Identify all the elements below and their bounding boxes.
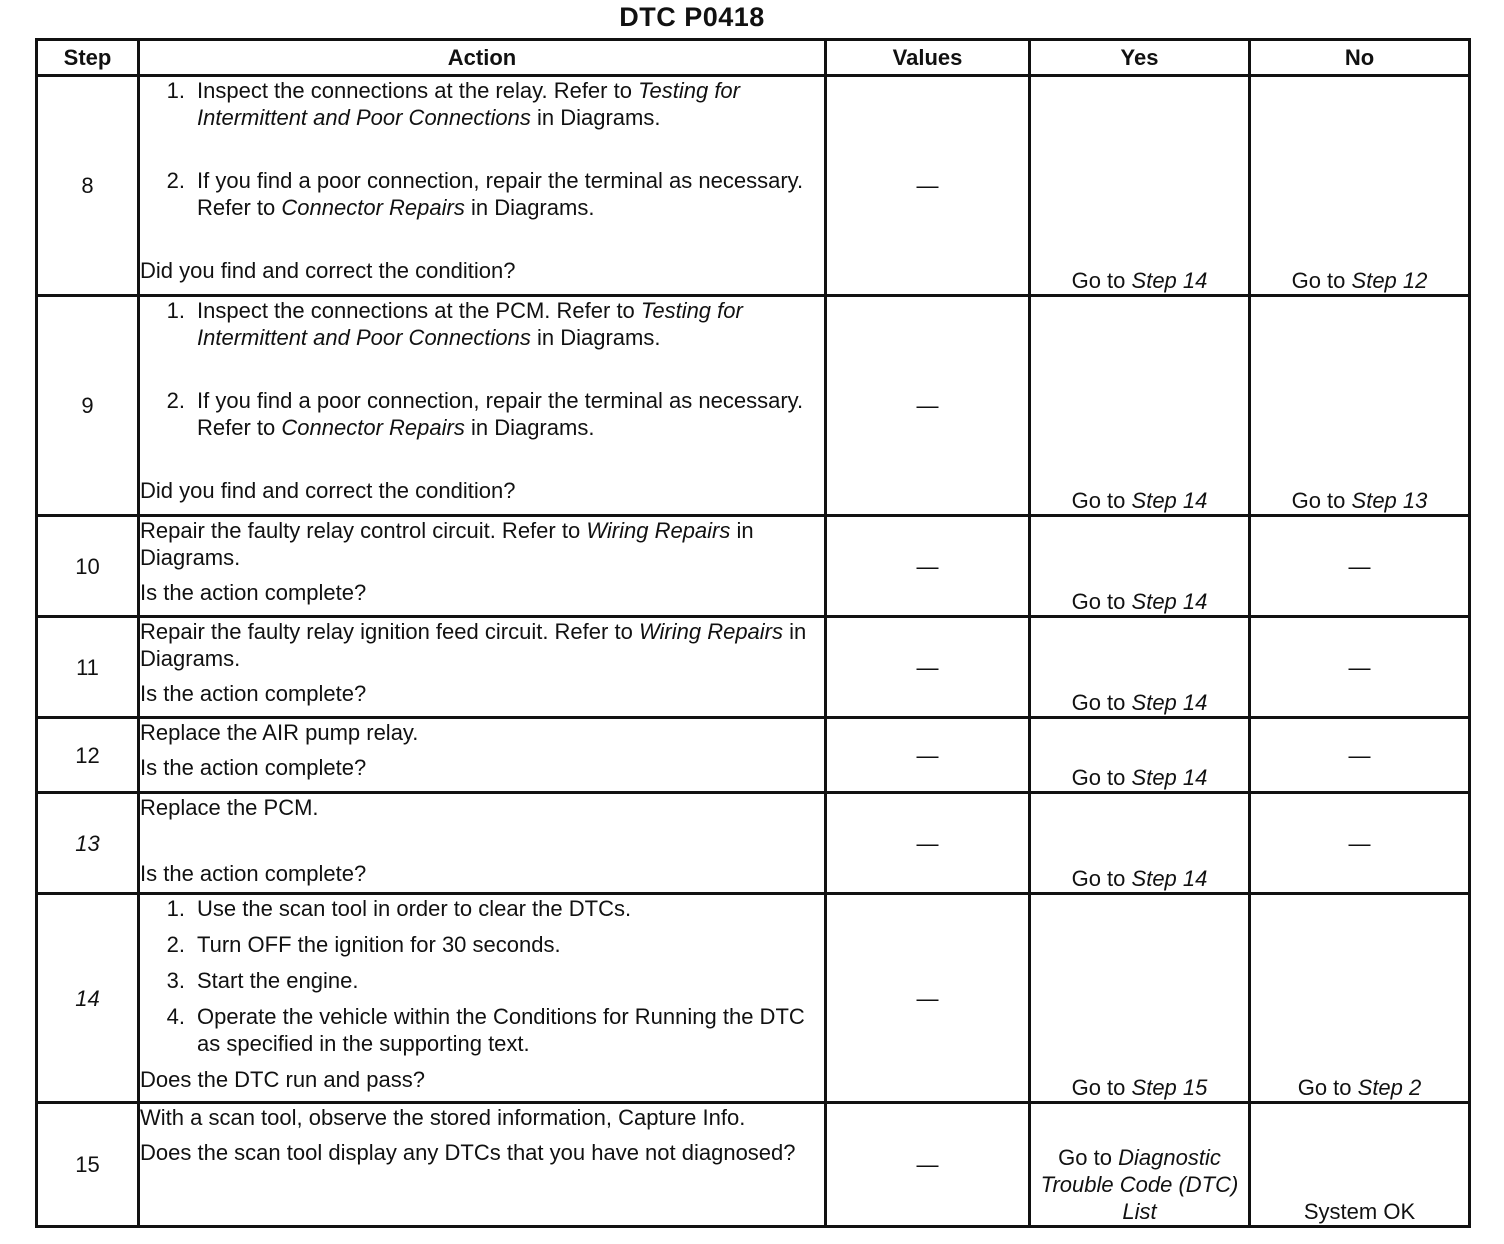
action-text: in Diagrams.	[536, 325, 661, 350]
action-cell	[139, 718, 826, 793]
no-result: Go to Step 13	[1250, 296, 1470, 516]
reference-link[interactable]: Connector Repairs	[281, 195, 465, 220]
no-result: System OK	[1250, 1103, 1470, 1227]
table-row-step-12	[37, 718, 1470, 793]
yes-result: Go to Step 14	[1030, 617, 1250, 718]
action-text: Inspect the connections at the relay. Refer to	[197, 78, 632, 103]
table-row-step-10	[37, 516, 1470, 617]
action-text: in Diagrams.	[470, 195, 595, 220]
yes-result: Go to Step 15	[1030, 894, 1250, 1103]
values-dash: —	[826, 1103, 1030, 1227]
dtc-list-reference[interactable]: Diagnostic Trouble Code (DTC) List	[1040, 1145, 1239, 1224]
action-cell	[139, 894, 826, 1103]
values-dash: —	[826, 617, 1030, 718]
step-reference[interactable]: Step 13	[1351, 488, 1428, 513]
action-cell	[139, 296, 826, 516]
step-number: 13	[37, 793, 139, 894]
no-dash: —	[1250, 617, 1470, 718]
action-cell	[139, 1103, 826, 1227]
action-text: If you find a poor connection, repair the terminal as necessary. Refer to	[197, 388, 804, 440]
action-cell	[139, 793, 826, 894]
header-row	[37, 40, 1470, 76]
reference-link[interactable]: Testing for Intermittent and Poor Connections	[197, 298, 743, 350]
header-values: Values	[826, 40, 1030, 76]
yes-result: Go to Step 14	[1030, 718, 1250, 793]
question-text: Did you find and correct the condition?	[140, 258, 516, 283]
list-item: 1. Inspect the connections at the relay. Refer to Testing for Intermittent and Poor Connections in Diagrams.	[166, 78, 740, 130]
question-text: Is the action complete?	[140, 580, 367, 605]
step-reference[interactable]: Step 14	[1131, 589, 1208, 614]
list-item: 4. Operate the vehicle within the Conditions for Running the DTC as specified in the supporting text.	[166, 1004, 805, 1056]
yes-result: Go to Diagnostic Trouble Code (DTC) List	[1030, 1103, 1250, 1227]
step-number: 8	[37, 76, 139, 296]
header-step: Step	[37, 40, 139, 76]
question-text: Is the action complete?	[140, 861, 367, 886]
action-text: Repair the faulty relay control circuit. Refer to	[140, 518, 581, 543]
action-cell	[139, 76, 826, 296]
step-reference[interactable]: Step 14	[1131, 690, 1208, 715]
action-text: in Diagrams.	[140, 518, 754, 570]
step-number: 14	[37, 894, 139, 1103]
values-dash: —	[826, 296, 1030, 516]
table-row-step-13	[37, 793, 1470, 894]
step-number: 9	[37, 296, 139, 516]
table-row-step-15	[37, 1103, 1470, 1227]
action-text: in Diagrams.	[470, 415, 595, 440]
diagnostic-table	[35, 38, 1471, 1228]
step-number: 11	[37, 617, 139, 718]
step-reference[interactable]: Step 15	[1131, 1075, 1208, 1100]
action-text: Replace the PCM.	[140, 795, 319, 820]
action-text: Inspect the connections at the PCM. Refer to	[197, 298, 635, 323]
header-yes: Yes	[1030, 40, 1250, 76]
step-reference[interactable]: Step 14	[1131, 488, 1208, 513]
list-item: 1. Inspect the connections at the PCM. Refer to Testing for Intermittent and Poor Connections in Diagrams.	[166, 298, 743, 350]
list-item: 1. Use the scan tool in order to clear the DTCs.	[166, 896, 632, 921]
action-cell	[139, 617, 826, 718]
list-item: 2. If you find a poor connection, repair the terminal as necessary. Refer to Connector Repairs in Diagrams.	[166, 168, 804, 220]
step-reference[interactable]: Step 12	[1351, 268, 1428, 293]
action-text: in Diagrams.	[536, 105, 661, 130]
question-text: Is the action complete?	[140, 755, 367, 780]
values-dash: —	[826, 76, 1030, 296]
no-result: Go to Step 12	[1250, 76, 1470, 296]
page-title: DTC P0418	[619, 2, 765, 32]
table-row-step-14	[37, 894, 1470, 1103]
step-reference[interactable]: Step 14	[1131, 866, 1208, 891]
step-reference[interactable]: Step 2	[1357, 1075, 1422, 1100]
reference-link[interactable]: Connector Repairs	[281, 415, 465, 440]
reference-link[interactable]: Wiring Repairs	[638, 619, 784, 644]
action-text: in Diagrams.	[140, 619, 807, 671]
step-reference[interactable]: Step 14	[1131, 268, 1208, 293]
values-dash: —	[826, 516, 1030, 617]
no-result: Go to Step 2	[1250, 894, 1470, 1103]
table-row-step-8	[37, 76, 1470, 296]
no-dash: —	[1250, 516, 1470, 617]
reference-link[interactable]: Wiring Repairs	[586, 518, 731, 543]
step-number: 10	[37, 516, 139, 617]
step-number: 15	[37, 1103, 139, 1227]
step-number: 12	[37, 718, 139, 793]
yes-result: Go to Step 14	[1030, 296, 1250, 516]
yes-result: Go to Step 14	[1030, 793, 1250, 894]
reference-link[interactable]: Testing for Intermittent and Poor Connections	[197, 78, 740, 130]
question-text: Is the action complete?	[140, 681, 367, 706]
no-dash: —	[1250, 718, 1470, 793]
action-text: Repair the faulty relay ignition feed circuit. Refer to	[140, 619, 633, 644]
list-item: 2. If you find a poor connection, repair the terminal as necessary. Refer to Connector Repairs in Diagrams.	[166, 388, 804, 440]
question-text: Did you find and correct the condition?	[140, 478, 516, 503]
action-text: If you find a poor connection, repair the terminal as necessary. Refer to	[197, 168, 804, 220]
values-dash: —	[826, 894, 1030, 1103]
table-row-step-9	[37, 296, 1470, 516]
table-row-step-11	[37, 617, 1470, 718]
list-item: 3. Start the engine.	[166, 968, 359, 993]
values-dash: —	[826, 718, 1030, 793]
step-reference[interactable]: Step 14	[1131, 765, 1208, 790]
yes-result: Go to Step 14	[1030, 516, 1250, 617]
values-dash: —	[826, 793, 1030, 894]
yes-result: Go to Step 14	[1030, 76, 1250, 296]
action-text: With a scan tool, observe the stored information, Capture Info.	[140, 1105, 746, 1130]
action-cell	[139, 516, 826, 617]
question-text: Does the scan tool display any DTCs that you have not diagnosed?	[140, 1140, 796, 1165]
list-item: 2. Turn OFF the ignition for 30 seconds.	[166, 932, 561, 957]
action-text: Replace the AIR pump relay.	[140, 720, 419, 745]
question-text: Does the DTC run and pass?	[140, 1067, 425, 1092]
header-action: Action	[139, 40, 826, 76]
no-dash: —	[1250, 793, 1470, 894]
header-no: No	[1250, 40, 1470, 76]
